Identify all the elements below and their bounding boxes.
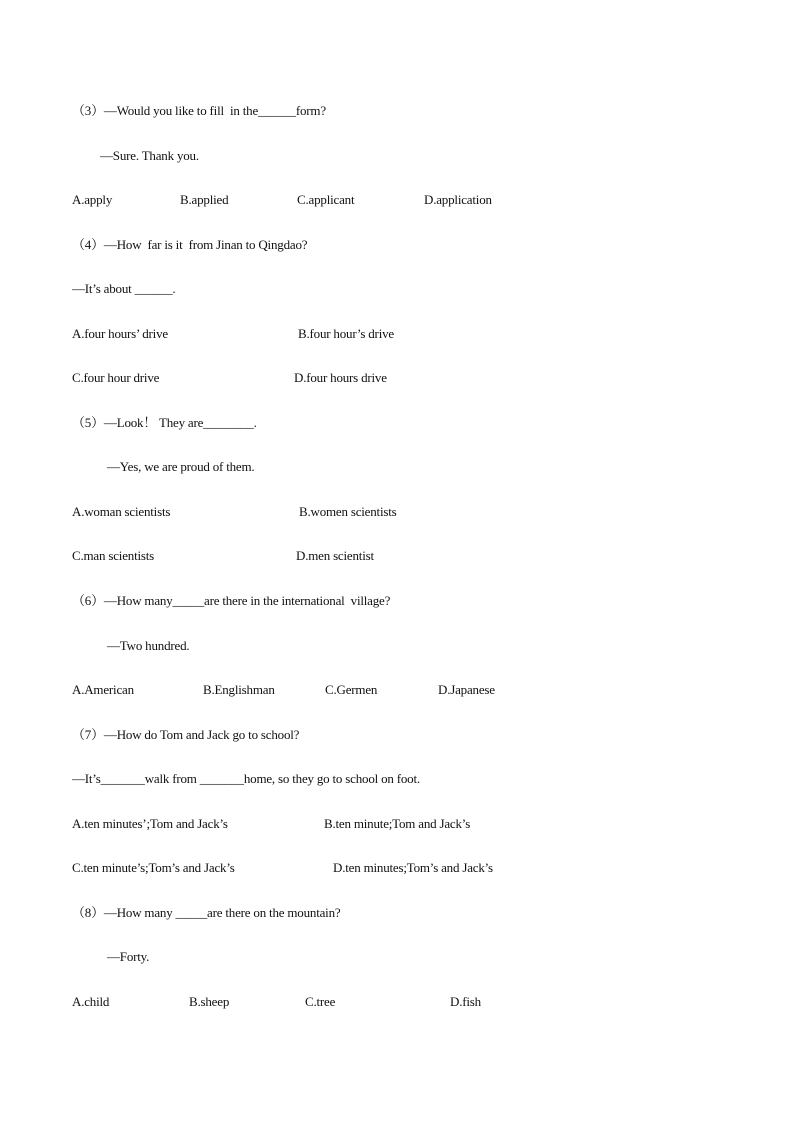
q8-option-b: B.sheep [189,994,230,1009]
q6-prompt: （6）—How many_____are there in the international village? [72,593,391,608]
q8-option-c: C.tree [305,994,336,1009]
q7-option-b: B.ten minute;Tom and Jack’s [324,816,471,831]
q3-reply: —Sure. Thank you. [100,148,199,163]
q3-option-a: A.apply [72,192,113,207]
q6-option-a: A.American [72,682,134,697]
q7-reply: —It’s_______walk from _______home, so they go to school on foot. [72,771,420,786]
q3-option-b: B.applied [180,192,229,207]
q5-option-b: B.women scientists [299,504,397,519]
q5-option-d: D.men scientist [296,548,374,563]
q7-prompt: （7）—How do Tom and Jack go to school? [72,727,300,742]
q7-option-a: A.ten minutes’;Tom and Jack’s [72,816,228,831]
q5-option-a: A.woman scientists [72,504,171,519]
q4-option-b: B.four hour’s drive [298,326,394,341]
q6-option-c: C.Germen [325,682,378,697]
q5-option-c: C.man scientists [72,548,155,563]
q8-prompt: （8）—How many _____are there on the mountain? [72,905,341,920]
q4-option-c: C.four hour drive [72,370,160,385]
q3-option-c: C.applicant [297,192,355,207]
q7-option-c: C.ten minute’s;Tom’s and Jack’s [72,860,235,875]
q4-reply: —It’s about ______. [72,281,176,296]
q8-option-a: A.child [72,994,110,1009]
q8-reply: —Forty. [107,949,150,964]
q5-prompt: （5）—Look！ They are________. [72,415,257,430]
q5-reply: —Yes, we are proud of them. [107,459,255,474]
q4-option-d: D.four hours drive [294,370,387,385]
q6-option-d: D.Japanese [438,682,495,697]
q6-option-b: B.Englishman [203,682,275,697]
q3-prompt: （3）—Would you like to fill in the______form? [72,103,326,118]
q7-option-d: D.ten minutes;Tom’s and Jack’s [333,860,493,875]
q4-option-a: A.four hours’ drive [72,326,168,341]
q8-option-d: D.fish [450,994,481,1009]
q4-prompt: （4）—How far is it from Jinan to Qingdao? [72,237,308,252]
q6-reply: —Two hundred. [107,638,190,653]
q3-option-d: D.application [424,192,492,207]
